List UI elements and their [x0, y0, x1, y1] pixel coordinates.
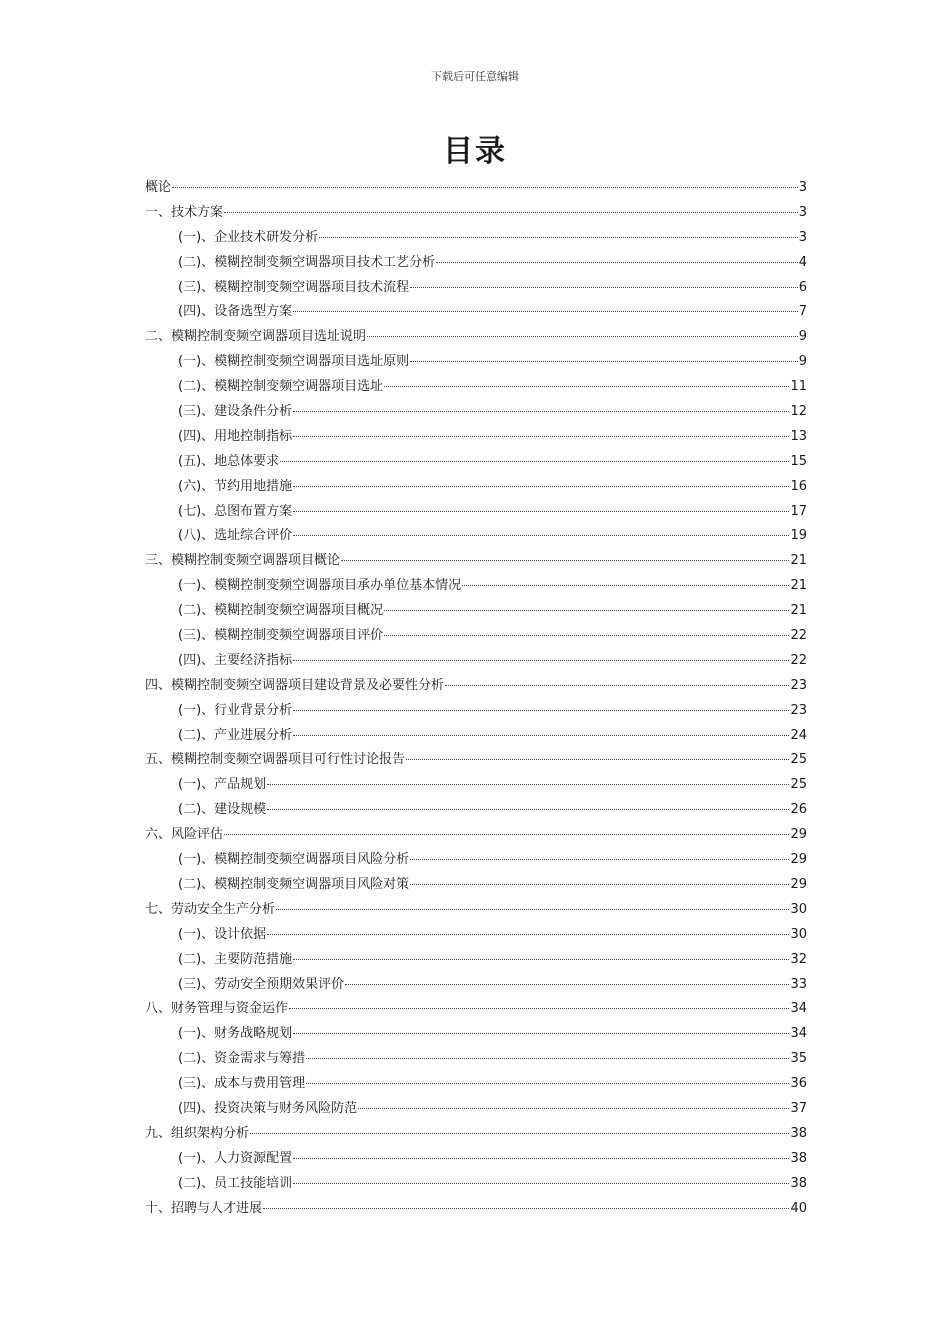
- toc-entry[interactable]: [145, 848, 807, 873]
- toc-entry-page-number: 22: [790, 628, 807, 644]
- toc-entry-label: (三)、成本与费用管理: [178, 1076, 306, 1092]
- toc-dot-leader: [410, 884, 789, 885]
- toc-entry-page-number: 24: [790, 727, 807, 743]
- toc-entry[interactable]: [145, 251, 807, 276]
- toc-entry-label: (二)、模糊控制变频空调器项目选址: [178, 379, 384, 395]
- toc-entry-label: (一)、设计依据: [178, 926, 267, 942]
- toc-entry-page-number: 4: [798, 254, 807, 270]
- toc-entry-label: (二)、资金需求与筹措: [178, 1051, 306, 1067]
- toc-dot-leader: [410, 859, 789, 860]
- toc-entry[interactable]: [145, 1197, 807, 1222]
- toc-entry-page-number: 9: [798, 354, 807, 370]
- toc-entry-label: (一)、人力资源配置: [178, 1150, 293, 1166]
- toc-entry-label: (一)、产品规划: [178, 777, 267, 793]
- toc-entry-label: (四)、主要经济指标: [178, 652, 293, 668]
- toc-dot-leader: [293, 436, 789, 437]
- toc-entry-page-number: 6: [798, 279, 807, 295]
- toc-dot-leader: [293, 486, 789, 487]
- toc-entry[interactable]: [145, 500, 807, 525]
- toc-entry[interactable]: [145, 524, 807, 549]
- toc-entry[interactable]: [145, 599, 807, 624]
- toc-entry-page-number: 35: [790, 1051, 807, 1067]
- toc-entry-page-number: 38: [790, 1125, 807, 1141]
- toc-entry-label: (一)、行业背景分析: [178, 702, 293, 718]
- toc-entry[interactable]: [145, 699, 807, 724]
- toc-entry[interactable]: [145, 475, 807, 500]
- toc-entry-label: (二)、模糊控制变频空调器项目风险对策: [178, 876, 410, 892]
- toc-entry-page-number: 19: [790, 528, 807, 544]
- toc-entry-label: (三)、劳动安全预期效果评价: [178, 976, 345, 992]
- toc-entry-label: (七)、总图布置方案: [178, 503, 293, 519]
- toc-dot-leader: [345, 984, 789, 985]
- toc-entry-page-number: 34: [790, 1026, 807, 1042]
- toc-entry-label: 四、模糊控制变频空调器项目建设背景及必要性分析: [145, 677, 445, 693]
- toc-dot-leader: [410, 287, 798, 288]
- toc-entry-page-number: 29: [790, 827, 807, 843]
- toc-entry[interactable]: [145, 873, 807, 898]
- page-title: 目录: [443, 134, 507, 169]
- toc-dot-leader: [445, 685, 789, 686]
- toc-entry-page-number: 25: [790, 777, 807, 793]
- toc-entry[interactable]: [145, 973, 807, 998]
- toc-entry[interactable]: [145, 674, 807, 699]
- toc-entry-page-number: 22: [790, 652, 807, 668]
- toc-dot-leader: [267, 934, 789, 935]
- toc-dot-leader: [384, 386, 789, 387]
- toc-entry-page-number: 29: [790, 876, 807, 892]
- toc-entry[interactable]: [145, 400, 807, 425]
- toc-entry-label: (四)、用地控制指标: [178, 428, 293, 444]
- toc-entry[interactable]: [145, 450, 807, 475]
- table-of-contents: [145, 176, 807, 1221]
- toc-dot-leader: [263, 1208, 789, 1209]
- toc-entry-label: 二、模糊控制变频空调器项目选址说明: [145, 329, 367, 345]
- toc-entry-page-number: 29: [790, 852, 807, 868]
- toc-dot-leader: [293, 511, 789, 512]
- toc-entry-page-number: 23: [790, 702, 807, 718]
- toc-entry-page-number: 3: [798, 204, 807, 220]
- toc-dot-leader: [384, 610, 789, 611]
- toc-entry-page-number: 38: [790, 1175, 807, 1191]
- toc-entry-label: (四)、投资决策与财务风险防范: [178, 1100, 358, 1116]
- toc-entry-label: 七、劳动安全生产分析: [145, 901, 276, 917]
- toc-entry-label: 五、模糊控制变频空调器项目可行性讨论报告: [145, 752, 406, 768]
- toc-entry-label: (八)、选址综合评价: [178, 528, 293, 544]
- toc-entry-page-number: 3: [798, 229, 807, 245]
- toc-entry-label: (一)、模糊控制变频空调器项目承办单位基本情况: [178, 578, 462, 594]
- toc-dot-leader: [341, 560, 789, 561]
- toc-dot-leader: [436, 262, 798, 263]
- toc-dot-leader: [293, 311, 798, 312]
- toc-entry-label: 八、财务管理与资金运作: [145, 1001, 289, 1017]
- toc-dot-leader: [384, 635, 789, 636]
- toc-dot-leader: [293, 710, 789, 711]
- toc-entry[interactable]: [145, 176, 807, 201]
- toc-entry[interactable]: [145, 898, 807, 923]
- toc-entry[interactable]: [145, 923, 807, 948]
- toc-entry[interactable]: [145, 649, 807, 674]
- toc-dot-leader: [289, 1008, 789, 1009]
- toc-entry[interactable]: [145, 798, 807, 823]
- toc-entry-page-number: 37: [790, 1100, 807, 1116]
- toc-dot-leader: [410, 361, 798, 362]
- toc-entry[interactable]: [145, 574, 807, 599]
- toc-entry-label: (二)、主要防范措施: [178, 951, 293, 967]
- toc-entry[interactable]: [145, 226, 807, 251]
- toc-entry-label: (四)、设备选型方案: [178, 304, 293, 320]
- toc-entry-label: (二)、员工技能培训: [178, 1175, 293, 1191]
- toc-dot-leader: [293, 411, 789, 412]
- toc-entry-page-number: 12: [790, 404, 807, 420]
- toc-entry-label: (二)、建设规模: [178, 802, 267, 818]
- toc-entry-page-number: 15: [790, 453, 807, 469]
- toc-dot-leader: [224, 834, 789, 835]
- toc-entry-page-number: 38: [790, 1150, 807, 1166]
- toc-entry-label: (二)、模糊控制变频空调器项目技术工艺分析: [178, 254, 436, 270]
- toc-entry-page-number: 25: [790, 752, 807, 768]
- toc-entry[interactable]: [145, 823, 807, 848]
- toc-entry[interactable]: [145, 1047, 807, 1072]
- toc-entry-label: (三)、模糊控制变频空调器项目评价: [178, 628, 384, 644]
- toc-entry-page-number: 11: [790, 379, 807, 395]
- toc-entry[interactable]: [145, 624, 807, 649]
- toc-dot-leader: [280, 461, 789, 462]
- toc-dot-leader: [293, 535, 789, 536]
- toc-entry-page-number: 30: [790, 901, 807, 917]
- toc-dot-leader: [293, 735, 789, 736]
- toc-entry-label: (二)、产业进展分析: [178, 727, 293, 743]
- toc-entry-page-number: 17: [790, 503, 807, 519]
- toc-dot-leader: [358, 1108, 789, 1109]
- page-header: 下载后可任意编辑: [431, 70, 519, 83]
- toc-entry[interactable]: [145, 549, 807, 574]
- toc-dot-leader: [172, 187, 798, 188]
- toc-dot-leader: [406, 759, 789, 760]
- toc-entry-page-number: 7: [798, 304, 807, 320]
- toc-dot-leader: [293, 660, 789, 661]
- toc-entry-page-number: 21: [790, 553, 807, 569]
- toc-entry-page-number: 3: [798, 180, 807, 195]
- toc-dot-leader: [319, 237, 798, 238]
- toc-entry-label: (五)、地总体要求: [178, 453, 280, 469]
- toc-entry-page-number: 32: [790, 951, 807, 967]
- toc-dot-leader: [276, 909, 789, 910]
- toc-entry-label: (一)、企业技术研发分析: [178, 229, 319, 245]
- toc-dot-leader: [267, 809, 789, 810]
- toc-entry-label: (二)、模糊控制变频空调器项目概况: [178, 603, 384, 619]
- toc-entry-page-number: 34: [790, 1001, 807, 1017]
- toc-entry[interactable]: [145, 325, 807, 350]
- toc-dot-leader: [306, 1058, 789, 1059]
- toc-entry-label: (一)、模糊控制变频空调器项目选址原则: [178, 354, 410, 370]
- toc-entry-page-number: 36: [790, 1076, 807, 1092]
- toc-entry-label: (六)、节约用地措施: [178, 478, 293, 494]
- toc-entry[interactable]: [145, 201, 807, 226]
- toc-entry[interactable]: [145, 1072, 807, 1097]
- toc-entry-label: 十、招聘与人才进展: [145, 1200, 263, 1216]
- toc-dot-leader: [250, 1133, 789, 1134]
- toc-entry-page-number: 40: [790, 1200, 807, 1216]
- toc-dot-leader: [462, 585, 789, 586]
- toc-entry[interactable]: [145, 425, 807, 450]
- toc-entry-page-number: 16: [790, 478, 807, 494]
- toc-entry-label: 六、风险评估: [145, 827, 224, 843]
- toc-entry[interactable]: [145, 724, 807, 749]
- toc-entry[interactable]: [145, 748, 807, 773]
- toc-entry[interactable]: [145, 1122, 807, 1147]
- toc-entry-label: 九、组织架构分析: [145, 1125, 250, 1141]
- toc-entry-page-number: 13: [790, 428, 807, 444]
- toc-entry[interactable]: [145, 1172, 807, 1197]
- toc-dot-leader: [293, 1158, 789, 1159]
- toc-entry-label: 一、技术方案: [145, 204, 224, 220]
- toc-entry-label: 概论: [145, 180, 172, 195]
- toc-entry-page-number: 30: [790, 926, 807, 942]
- toc-dot-leader: [293, 959, 789, 960]
- toc-entry-page-number: 33: [790, 976, 807, 992]
- toc-entry[interactable]: [145, 276, 807, 301]
- toc-dot-leader: [267, 784, 789, 785]
- toc-entry[interactable]: [145, 997, 807, 1022]
- toc-dot-leader: [293, 1033, 789, 1034]
- toc-entry-label: (一)、财务战略规划: [178, 1026, 293, 1042]
- toc-entry[interactable]: [145, 948, 807, 973]
- toc-entry[interactable]: [145, 1097, 807, 1122]
- toc-dot-leader: [293, 1183, 789, 1184]
- toc-entry-label: (三)、建设条件分析: [178, 404, 293, 420]
- toc-entry[interactable]: [145, 375, 807, 400]
- toc-dot-leader: [224, 212, 798, 213]
- toc-entry[interactable]: [145, 300, 807, 325]
- toc-entry[interactable]: [145, 350, 807, 375]
- toc-dot-leader: [306, 1083, 789, 1084]
- toc-entry-page-number: 23: [790, 677, 807, 693]
- toc-entry[interactable]: [145, 1147, 807, 1172]
- toc-entry[interactable]: [145, 773, 807, 798]
- toc-entry-page-number: 9: [798, 329, 807, 345]
- toc-entry-page-number: 21: [790, 578, 807, 594]
- toc-entry-label: (一)、模糊控制变频空调器项目风险分析: [178, 852, 410, 868]
- toc-entry-page-number: 21: [790, 603, 807, 619]
- toc-entry[interactable]: [145, 1022, 807, 1047]
- toc-entry-label: 三、模糊控制变频空调器项目概论: [145, 553, 341, 569]
- toc-dot-leader: [367, 336, 798, 337]
- toc-entry-label: (三)、模糊控制变频空调器项目技术流程: [178, 279, 410, 295]
- toc-entry-page-number: 26: [790, 802, 807, 818]
